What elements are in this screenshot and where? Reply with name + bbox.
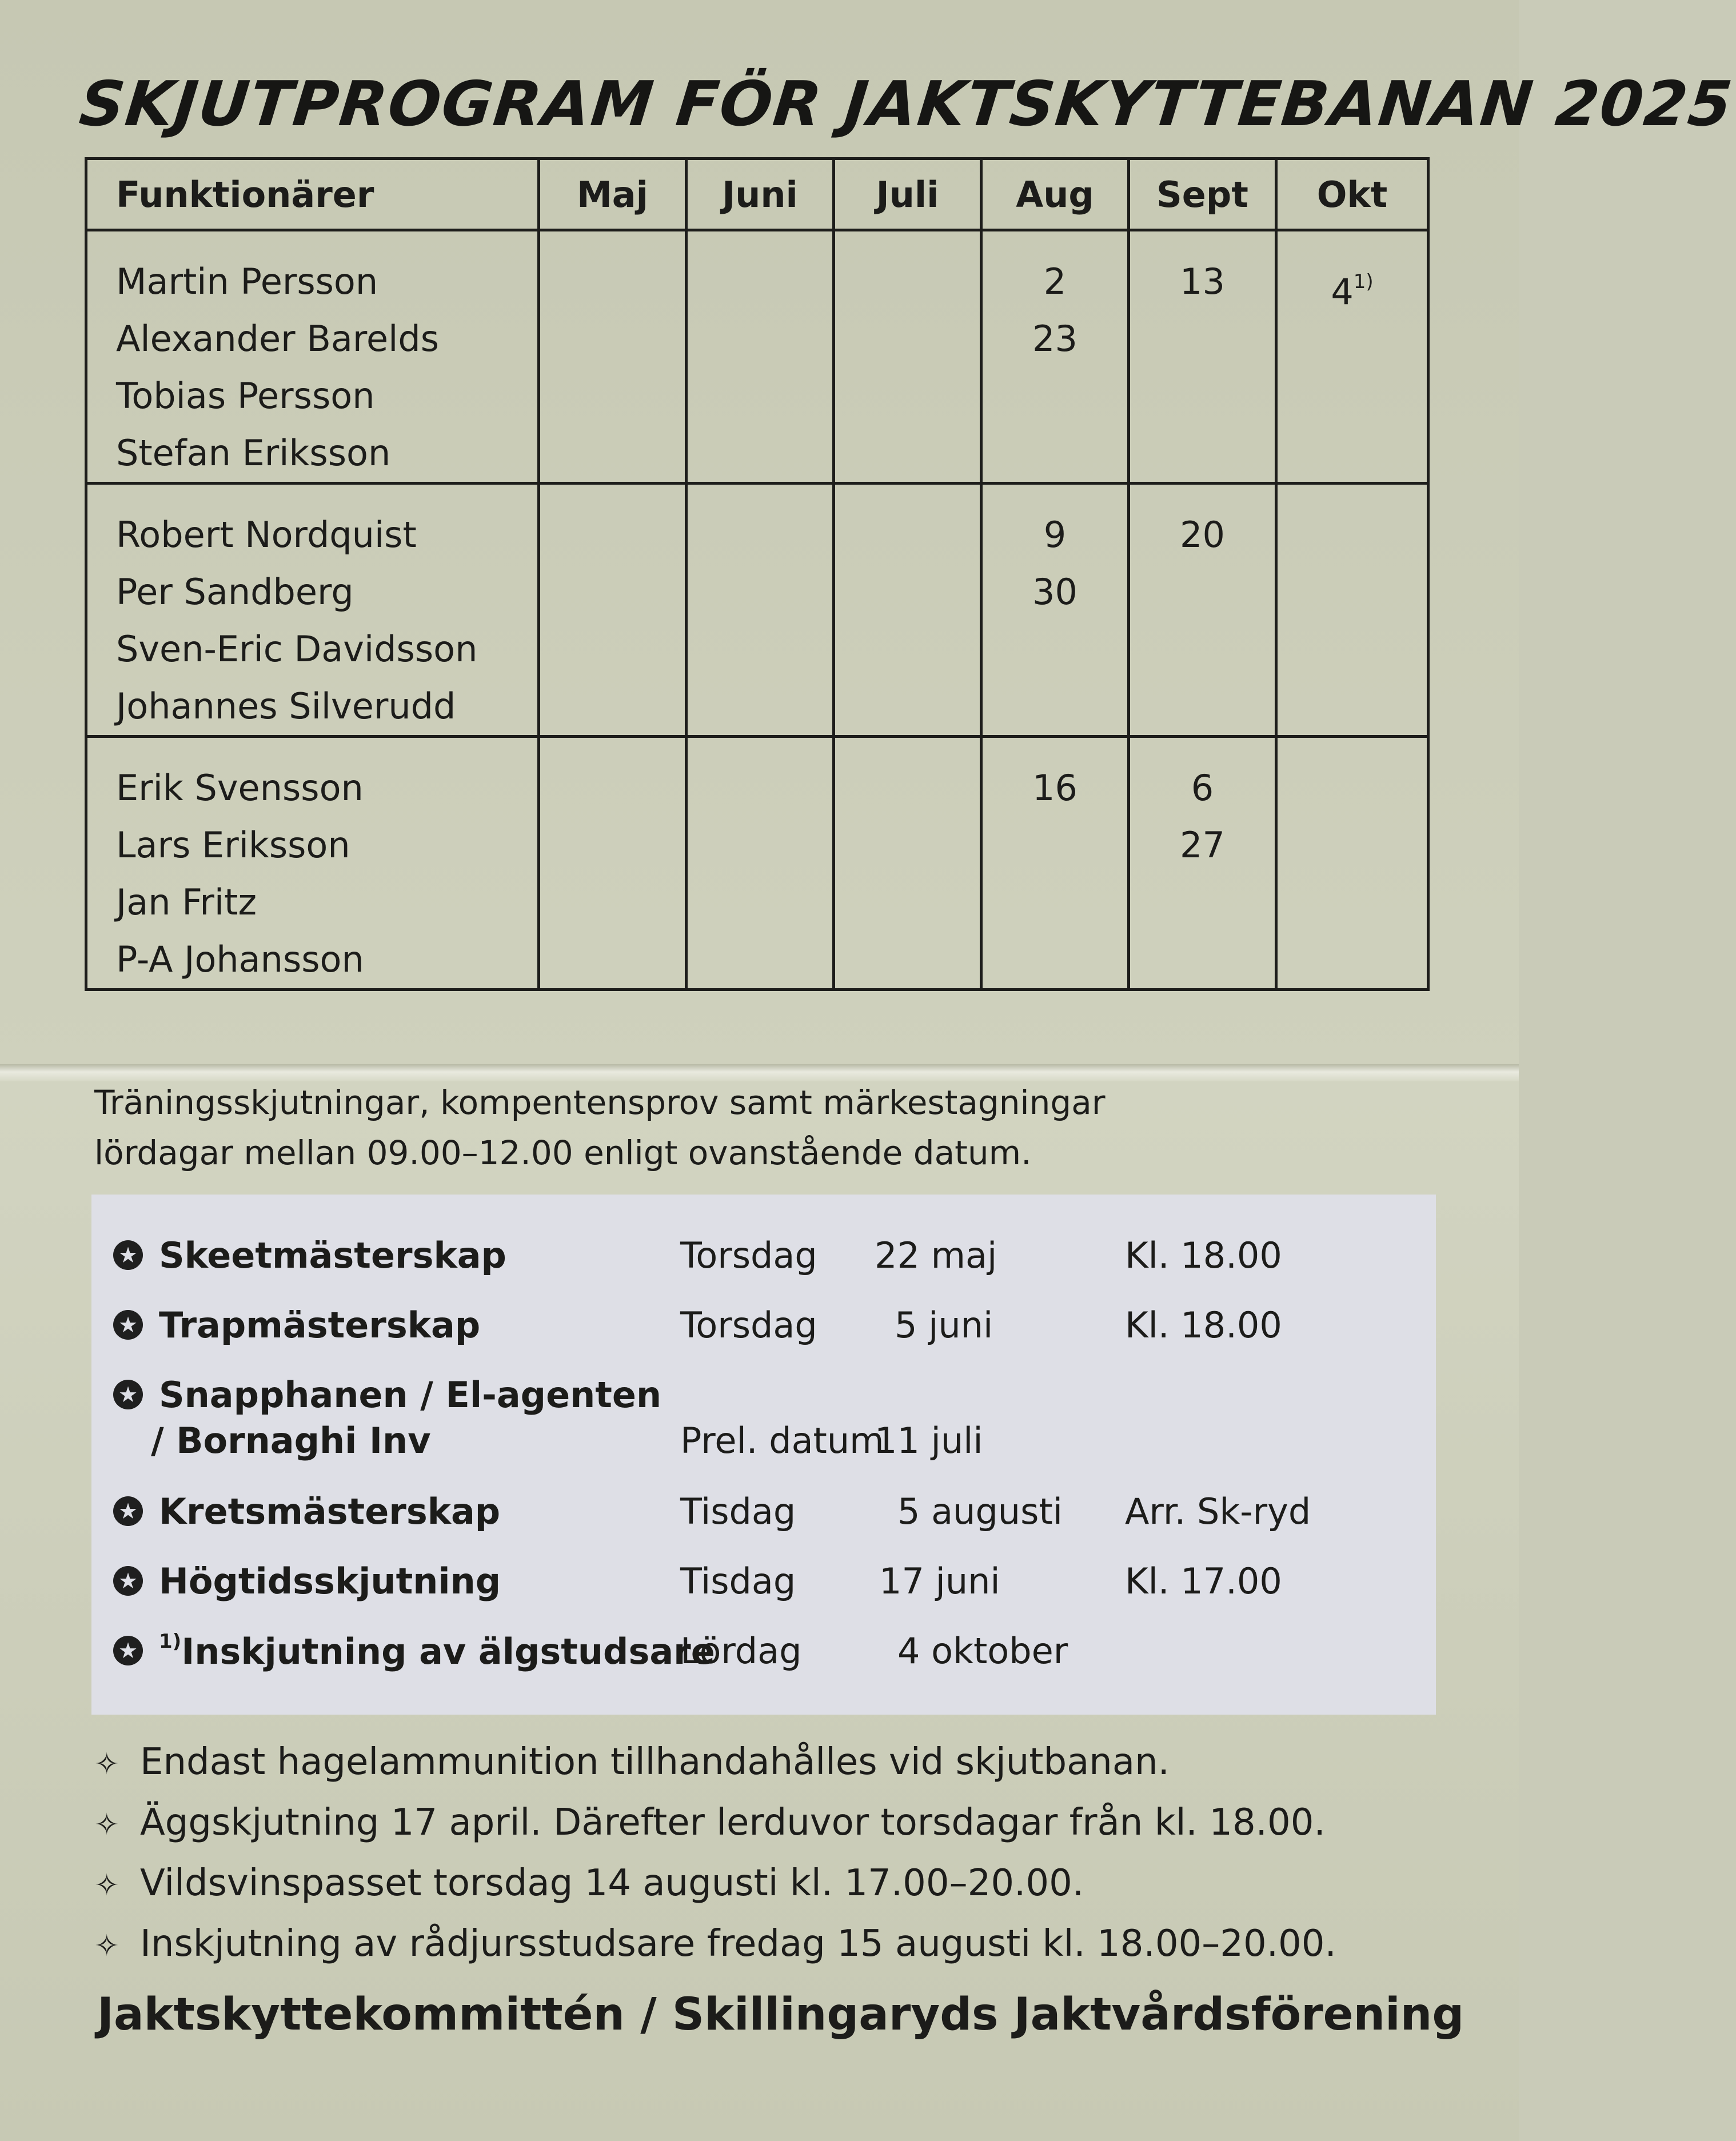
date-value: 2 bbox=[1043, 261, 1067, 302]
date-value: 9 bbox=[1043, 514, 1067, 556]
official-name: Alexander Barelds bbox=[116, 318, 440, 360]
event-date: 11 juli bbox=[875, 1420, 983, 1461]
list-item bbox=[94, 1792, 1438, 1853]
official-name: Erik Svensson bbox=[116, 767, 364, 809]
cell-aug bbox=[981, 484, 1129, 737]
training-info-line: lördagar mellan 09.00–12.00 enligt ovanstående datum. bbox=[94, 1133, 1032, 1172]
event-name: Trapmästerskap bbox=[159, 1304, 481, 1346]
cell-sept bbox=[1129, 737, 1276, 990]
official-name: P-A Johansson bbox=[116, 938, 364, 980]
column-header-juni: Juni bbox=[687, 159, 834, 230]
column-header-juli: Juli bbox=[834, 159, 981, 230]
cell-aug bbox=[981, 230, 1129, 484]
note-text: Vildsvinspasset torsdag 14 augusti kl. 17.00–20.00. bbox=[140, 1862, 1084, 1904]
notes-list bbox=[94, 1732, 1438, 1974]
official-name: Johannes Silverudd bbox=[116, 685, 456, 727]
sparkle-icon: ✧ bbox=[94, 1747, 119, 1781]
footnote-marker: 1) bbox=[1353, 270, 1374, 293]
cell-sept bbox=[1129, 230, 1276, 484]
official-names-cell bbox=[86, 737, 539, 990]
official-name: Stefan Eriksson bbox=[116, 432, 391, 474]
event-date: 4 oktober bbox=[897, 1630, 1068, 1672]
event-day: Lördag bbox=[680, 1630, 802, 1672]
list-item bbox=[94, 1732, 1438, 1792]
event-name: Kretsmästerskap bbox=[159, 1491, 501, 1532]
table-header-row bbox=[86, 159, 1428, 230]
event-time: Kl. 17.00 bbox=[1125, 1560, 1282, 1602]
official-name: Jan Fritz bbox=[116, 881, 257, 923]
event-day: Tisdag bbox=[680, 1491, 796, 1532]
list-item bbox=[94, 1853, 1438, 1914]
event-day: Torsdag bbox=[680, 1304, 817, 1346]
event-time: Kl. 18.00 bbox=[1125, 1235, 1282, 1276]
date-value-with-footnote bbox=[1278, 253, 1426, 313]
table-row bbox=[86, 230, 1428, 484]
date-value: 13 bbox=[1180, 261, 1225, 302]
star-circle-icon: ★ bbox=[113, 1566, 143, 1596]
note-text: Inskjutning av rådjursstudsare fredag 15 augusti kl. 18.00–20.00. bbox=[140, 1923, 1336, 1965]
cell-okt bbox=[1276, 484, 1428, 737]
column-header-okt: Okt bbox=[1276, 159, 1428, 230]
event-date: 17 juni bbox=[879, 1560, 1000, 1602]
star-circle-icon: ★ bbox=[113, 1310, 143, 1340]
cell-juni bbox=[687, 484, 834, 737]
column-header-sept: Sept bbox=[1129, 159, 1276, 230]
date-value: 30 bbox=[1032, 571, 1077, 613]
column-header-funktionarer: Funktionärer bbox=[86, 159, 539, 230]
table-row bbox=[86, 737, 1428, 990]
cell-juli bbox=[834, 484, 981, 737]
sparkle-icon: ✧ bbox=[94, 1868, 119, 1903]
schedule-table bbox=[85, 157, 1430, 991]
star-circle-icon: ★ bbox=[113, 1496, 143, 1526]
organization-footer: Jaktskyttekommittén / Skillingaryds Jaktvårdsförening bbox=[97, 1989, 1464, 2040]
column-header-maj: Maj bbox=[539, 159, 687, 230]
event-day: Prel. datum bbox=[680, 1420, 884, 1461]
note-text: Äggskjutning 17 april. Därefter lerduvor torsdagar från kl. 18.00. bbox=[140, 1802, 1326, 1844]
cell-okt bbox=[1276, 230, 1428, 484]
list-item bbox=[94, 1914, 1438, 1974]
events-box bbox=[91, 1195, 1436, 1715]
cell-maj bbox=[539, 230, 687, 484]
cell-maj bbox=[539, 737, 687, 990]
cell-juli bbox=[834, 737, 981, 990]
event-time: Arr. Sk-ryd bbox=[1125, 1491, 1311, 1532]
footnote-marker: 1) bbox=[159, 1630, 182, 1653]
official-name: Robert Nordquist bbox=[116, 514, 417, 556]
cell-juli bbox=[834, 230, 981, 484]
date-value: 20 bbox=[1180, 514, 1225, 556]
event-name-continuation: / Bornaghi Inv bbox=[151, 1420, 431, 1461]
star-circle-icon: ★ bbox=[113, 1636, 143, 1665]
cell-maj bbox=[539, 484, 687, 737]
date-value: 27 bbox=[1180, 824, 1225, 866]
event-date: 5 augusti bbox=[897, 1491, 1063, 1532]
cell-sept bbox=[1129, 484, 1276, 737]
cell-juni bbox=[687, 230, 834, 484]
table-row bbox=[86, 484, 1428, 737]
column-header-aug: Aug bbox=[981, 159, 1129, 230]
official-name: Lars Eriksson bbox=[116, 824, 350, 866]
training-info bbox=[94, 1077, 1409, 1178]
star-circle-icon: ★ bbox=[113, 1240, 143, 1270]
event-name: Snapphanen / El-agenten bbox=[159, 1374, 662, 1416]
star-circle-icon: ★ bbox=[113, 1380, 143, 1409]
cell-okt bbox=[1276, 737, 1428, 990]
event-day: Tisdag bbox=[680, 1560, 796, 1602]
date-value: 23 bbox=[1032, 318, 1077, 360]
official-name: Martin Persson bbox=[116, 261, 378, 302]
event-time: Kl. 18.00 bbox=[1125, 1304, 1282, 1346]
event-name-with-footnote bbox=[159, 1630, 715, 1672]
official-name: Tobias Persson bbox=[116, 375, 375, 417]
page-title: SKJUTPROGRAM FÖR JAKTSKYTTEBANAN 2025 bbox=[76, 69, 1736, 140]
cell-aug bbox=[981, 737, 1129, 990]
note-text: Endast hagelammunition tillhandahålles vid skjutbanan. bbox=[140, 1741, 1170, 1783]
event-name: Inskjutning av älgstudsare bbox=[181, 1631, 715, 1672]
cell-juni bbox=[687, 737, 834, 990]
event-name: Skeetmästerskap bbox=[159, 1235, 506, 1276]
event-date: 22 maj bbox=[875, 1235, 997, 1276]
date-value: 4 bbox=[1331, 271, 1354, 313]
event-date: 5 juni bbox=[895, 1304, 993, 1346]
sparkle-icon: ✧ bbox=[94, 1929, 119, 1963]
event-day: Torsdag bbox=[680, 1235, 817, 1276]
sparkle-icon: ✧ bbox=[94, 1808, 119, 1842]
official-names-cell bbox=[86, 230, 539, 484]
official-name: Sven-Eric Davidsson bbox=[116, 628, 478, 670]
date-value: 16 bbox=[1032, 767, 1077, 809]
official-name: Per Sandberg bbox=[116, 571, 354, 613]
event-name: Högtidsskjutning bbox=[159, 1560, 501, 1602]
official-names-cell bbox=[86, 484, 539, 737]
date-value: 6 bbox=[1191, 767, 1214, 809]
training-info-line: Träningsskjutningar, kompentensprov samt märkestagningar bbox=[94, 1083, 1106, 1122]
